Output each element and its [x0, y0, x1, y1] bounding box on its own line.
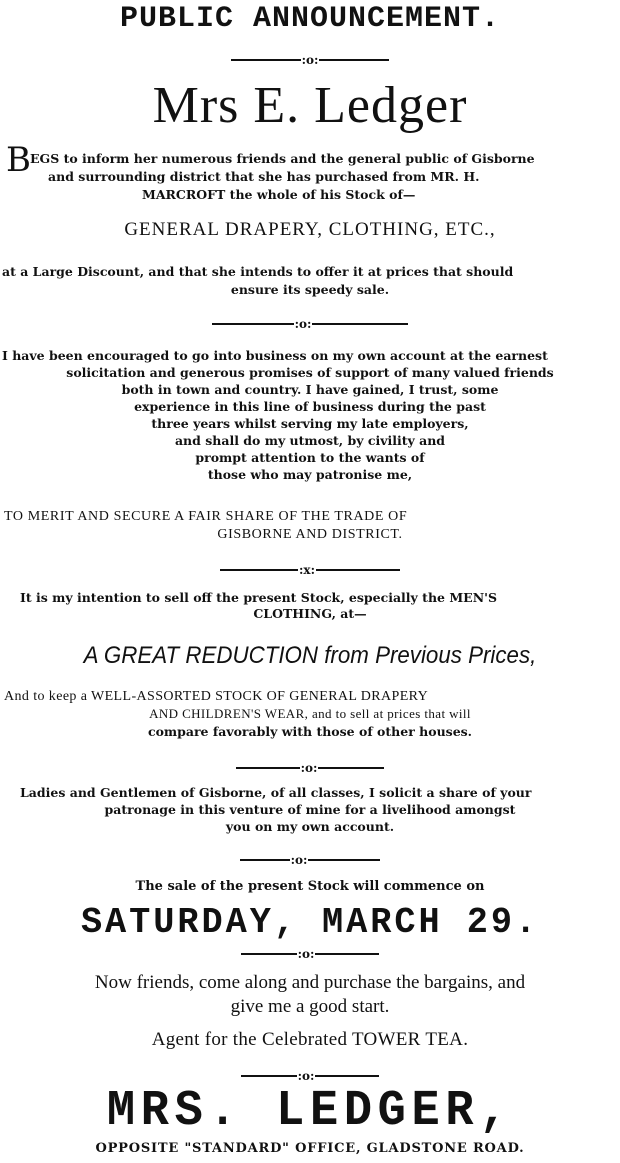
ladies-line-2: patronage in this venture of mine for a livelihood amongst	[104, 802, 516, 817]
encouraged-line-6: and shall do my utmost, by civility and	[174, 433, 446, 448]
discount-line-2: ensure its speedy sale.	[230, 282, 390, 297]
ladies-line-3: you on my own account.	[225, 819, 395, 834]
encouraged-line-3: both in town and country. I have gained, I trust, some	[121, 382, 499, 397]
discount-line-1: at a Large Discount, and that she intends to offer it at prices that should	[2, 264, 514, 279]
friends-line-1: Now friends, come along and purchase the bargains, and	[94, 972, 526, 993]
friends-line-2: give me a good start.	[230, 996, 390, 1017]
stock-line-3: compare favorably with those of other houses.	[147, 724, 473, 739]
ladies-line-1: Ladies and Gentlemen of Gisborne, of all classes, I solicit a share of your	[20, 785, 532, 800]
separator: :o:	[0, 760, 620, 775]
separator: :o:	[0, 52, 620, 67]
encouraged-line-7: prompt attention to the wants of	[195, 450, 425, 465]
announcement-title: PUBLIC ANNOUNCEMENT.	[119, 2, 501, 36]
intention-line-2: CLOTHING, at—	[253, 606, 367, 621]
stock-line-1: And to keep a WELL-ASSORTED STOCK OF GENERAL DRAPERY	[4, 689, 429, 704]
separator: :o:	[0, 946, 620, 961]
intro-line-2: and surrounding district that she has purchased from MR. H.	[48, 169, 480, 184]
announcer-name-heading: Mrs E. Ledger	[152, 77, 468, 134]
agent-line: Agent for the Celebrated TOWER TEA.	[151, 1029, 469, 1050]
footer-name: MRS. LEDGER,	[106, 1083, 514, 1140]
separator: :o:	[0, 316, 620, 331]
encouraged-line-8: those who may patronise me,	[207, 467, 413, 482]
separator: :o:	[0, 852, 620, 867]
separator: :x:	[0, 562, 620, 577]
encouraged-line-2: solicitation and generous promises of support of many valued friends	[66, 365, 554, 380]
merit-line-1: TO MERIT AND SECURE A FAIR SHARE OF THE TRADE OF	[4, 509, 408, 524]
goods-heading: GENERAL DRAPERY, CLOTHING, ETC.,	[124, 219, 496, 240]
encouraged-line-4: experience in this line of business during the past	[134, 399, 486, 414]
intro-line-3: MARCROFT the whole of his Stock of—	[142, 187, 416, 202]
footer-address: OPPOSITE "STANDARD" OFFICE, GLADSTONE ROAD.	[95, 1141, 525, 1156]
sale-line: The sale of the present Stock will commence on	[135, 879, 485, 894]
reduction-heading: A GREAT REDUCTION from Previous Prices,	[83, 642, 537, 669]
encouraged-line-1: I have been encouraged to go into business on my own account at the earnest	[2, 348, 548, 363]
stock-line-2: AND CHILDREN'S WEAR, and to sell at prices that will	[149, 706, 471, 721]
sale-date: SATURDAY, MARCH 29.	[80, 902, 540, 943]
drop-cap: B	[6, 140, 31, 180]
separator: :o:	[0, 1068, 620, 1083]
merit-line-2: GISBORNE AND DISTRICT.	[217, 527, 403, 542]
intro-line-1: EGS to inform her numerous friends and the general public of Gisborne	[30, 151, 535, 166]
encouraged-line-5: three years whilst serving my late employers,	[151, 416, 469, 431]
intention-line-1: It is my intention to sell off the present Stock, especially the MEN'S	[20, 590, 497, 605]
